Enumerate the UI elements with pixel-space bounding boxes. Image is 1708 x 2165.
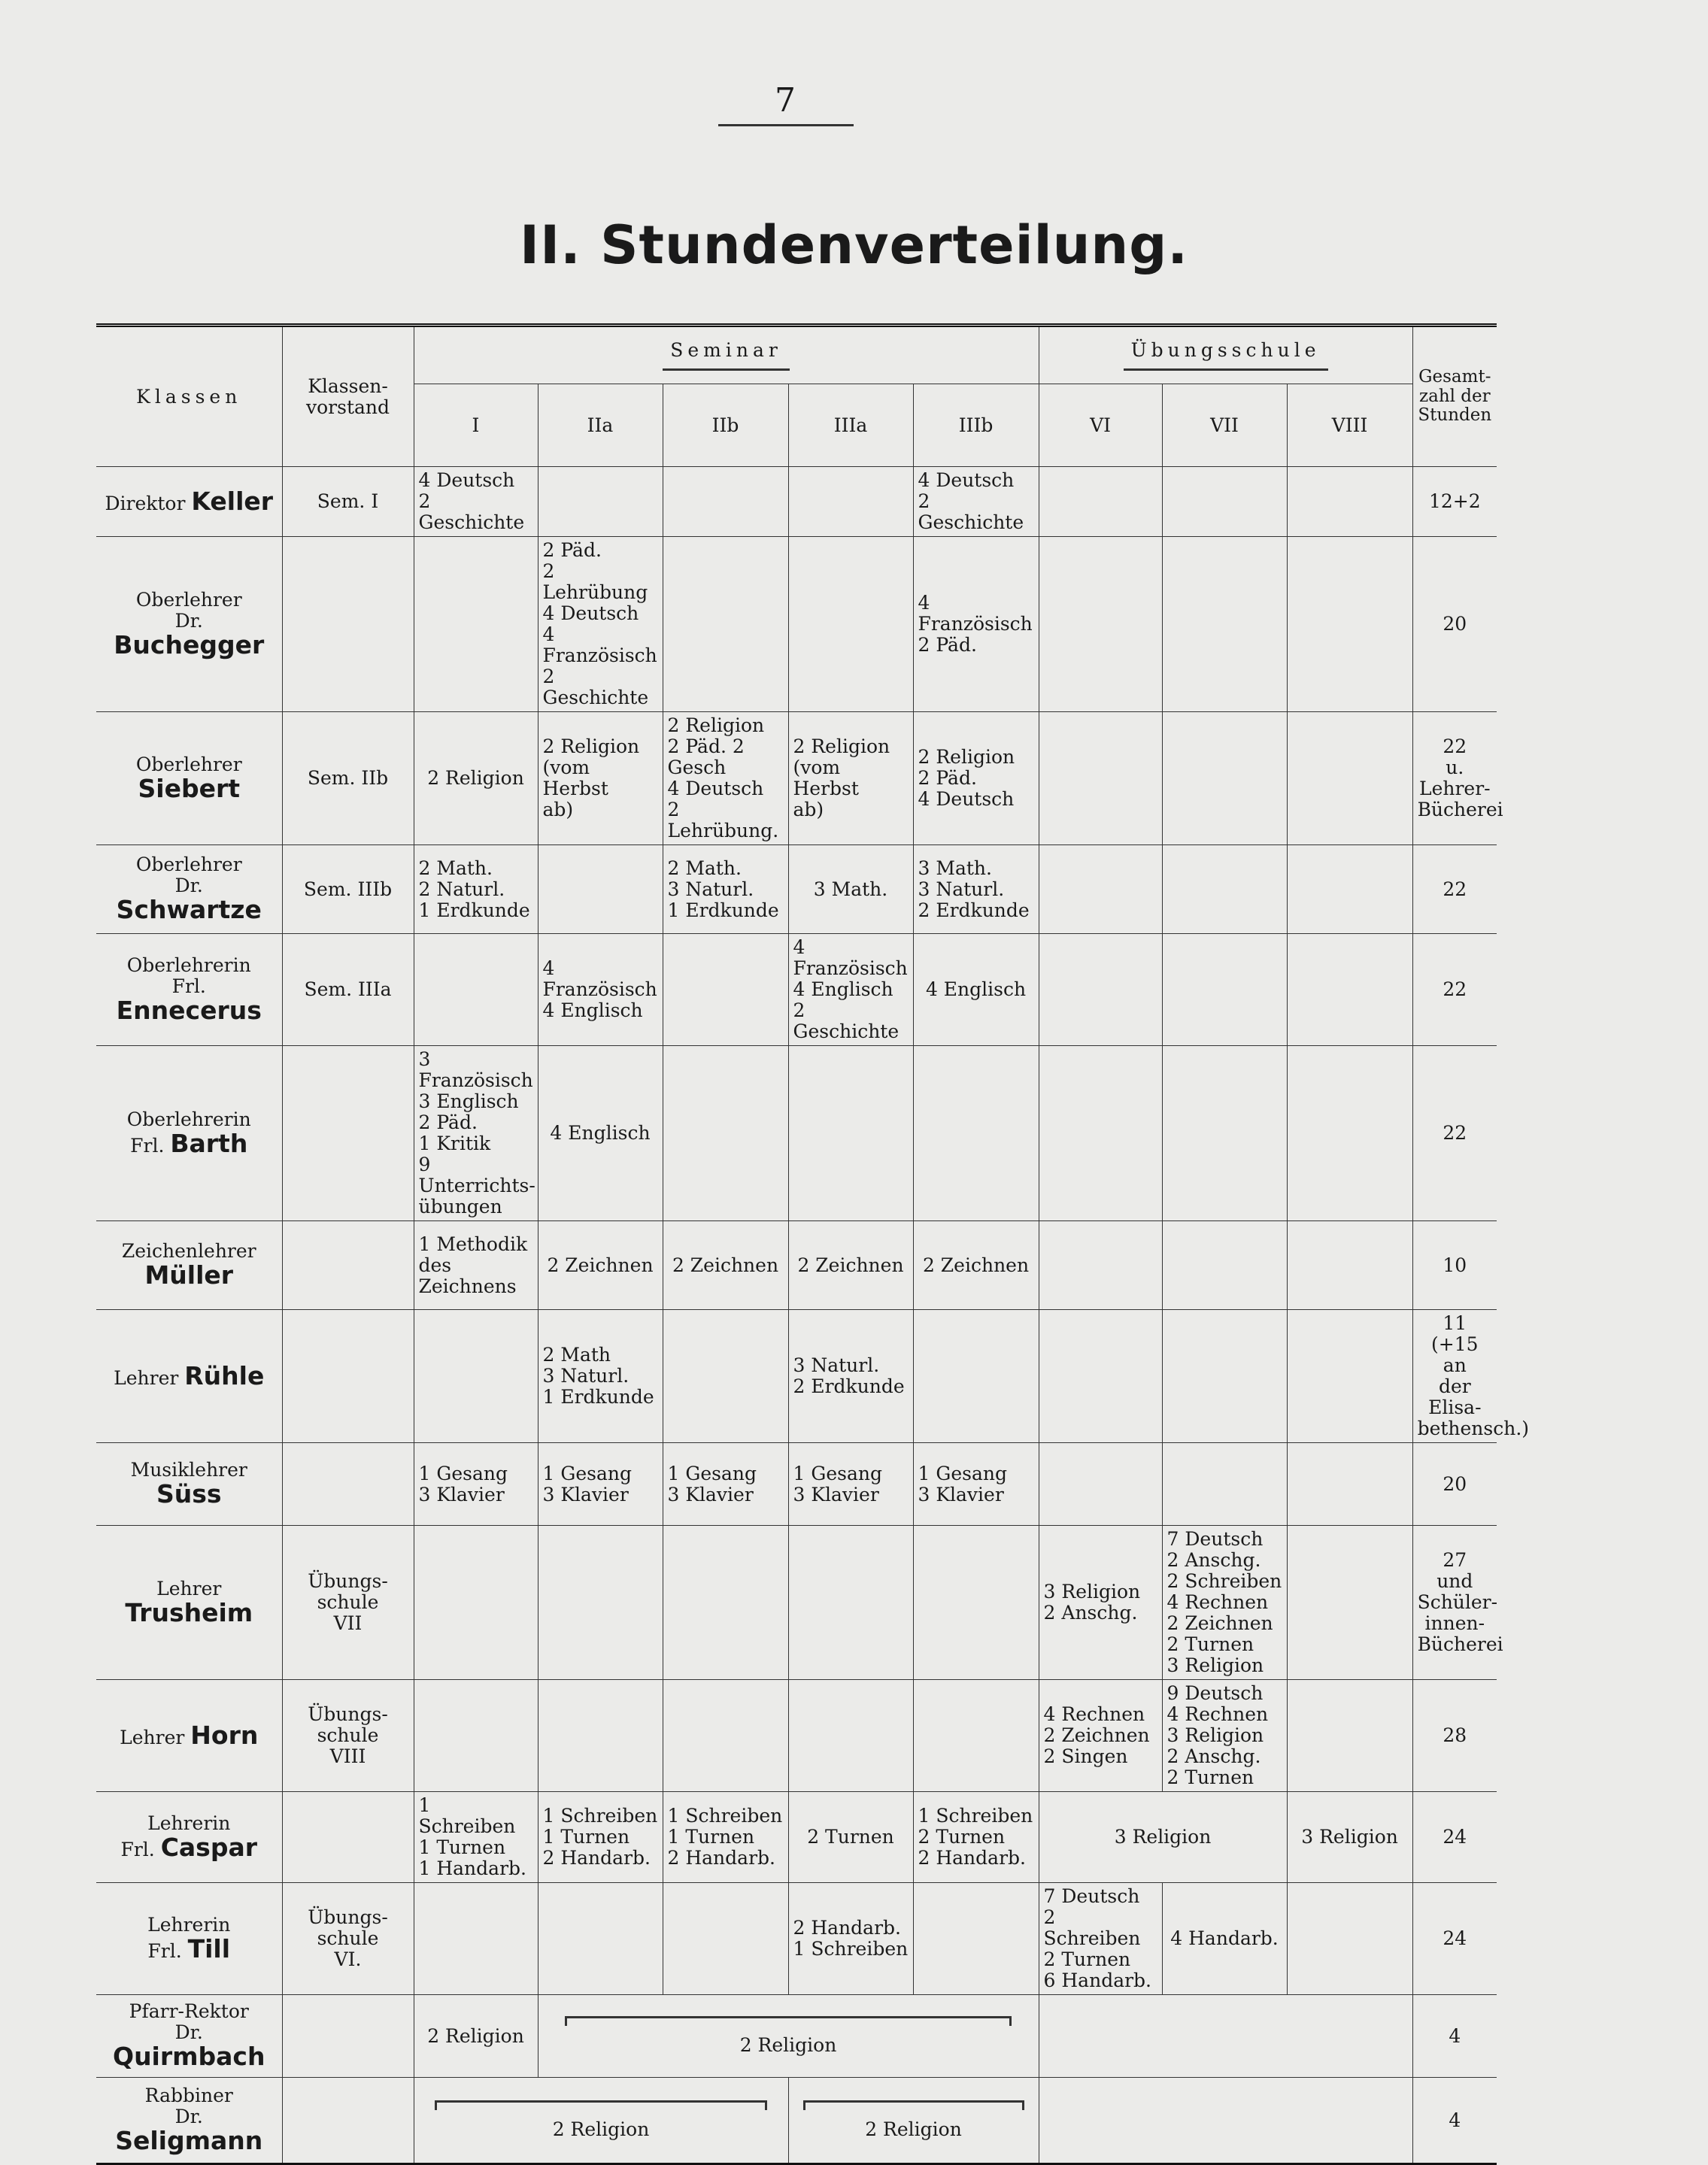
hours-cell-IIb xyxy=(663,1680,788,1792)
header-class-VIII: VIII xyxy=(1287,384,1412,467)
hours-cell-VI xyxy=(1039,1443,1162,1526)
hours-cell-VII xyxy=(1162,537,1287,712)
teacher-title: Rabbiner xyxy=(144,2085,233,2107)
teacher-title: Oberlehrer xyxy=(135,854,242,876)
hours-cell-I xyxy=(414,1883,538,1995)
hours-cell-VIII xyxy=(1287,712,1412,845)
hours-cell-I: 1 Methodik des Zeichnens xyxy=(414,1221,538,1310)
teacher-cell xyxy=(96,467,282,537)
hours-cell-IIIa: 2 Zeichnen xyxy=(788,1221,913,1310)
teacher-name: Rühle xyxy=(184,1360,265,1390)
hours-cell-IIa xyxy=(538,1883,663,1995)
hours-cell-I: 1 Schreiben 1 Turnen 1 Handarb. xyxy=(414,1792,538,1883)
teacher-cell xyxy=(96,1310,282,1443)
hours-cell-VI xyxy=(1039,712,1162,845)
hours-cell-VII: 7 Deutsch 2 Anschg. 2 Schreiben 4 Rechnen 2 Zeichnen 2 Turnen 3 Religion xyxy=(1162,1526,1287,1680)
hours-cell-IIIb xyxy=(913,1680,1039,1792)
hours-cell-IIb: 1 Schreiben 1 Turnen 2 Handarb. xyxy=(663,1792,788,1883)
table-row xyxy=(96,1792,1497,1883)
teacher-name: Süss xyxy=(156,1479,222,1509)
teacher-title: Oberlehrerin xyxy=(126,1108,251,1130)
header-class-IIIb: IIIb xyxy=(913,384,1039,467)
hours-cell-I: 4 Deutsch 2 Geschichte xyxy=(414,467,538,537)
teacher-prefix: Dr. xyxy=(174,2106,203,2128)
hours-cell-VII: 9 Deutsch 4 Rechnen 3 Religion 2 Anschg. 2 Turnen xyxy=(1162,1680,1287,1792)
hours-cell-IIIb xyxy=(913,1526,1039,1680)
teacher-prefix: Frl. xyxy=(171,975,206,997)
teacher-cell xyxy=(96,1526,282,1680)
hours-cell-I xyxy=(414,1526,538,1680)
table-row xyxy=(96,845,1497,934)
teacher-cell xyxy=(96,934,282,1046)
class-teacher-cell: Sem. IIIa xyxy=(282,934,414,1046)
header-class-IIa: IIa xyxy=(538,384,663,467)
table-row xyxy=(96,1526,1497,1680)
hours-cell-I xyxy=(414,537,538,712)
hours-cell-IIIa: 2 Handarb. 1 Schreiben xyxy=(788,1883,913,1995)
total-hours-cell: 4 xyxy=(1412,1995,1497,2078)
hours-cell-VII xyxy=(1162,467,1287,537)
teacher-title: Lehrerin xyxy=(147,1913,231,1936)
hours-cell-uebung xyxy=(1039,1995,1412,2078)
hours-cell-IIa: 2 Math 3 Naturl. 1 Erdkunde xyxy=(538,1310,663,1443)
hours-cell-VI: 4 Rechnen 2 Zeichnen 2 Singen xyxy=(1039,1680,1162,1792)
teacher-cell xyxy=(96,712,282,845)
hours-cell-VII xyxy=(1162,1443,1287,1526)
hours-cell-VI xyxy=(1039,1046,1162,1221)
teacher-name: Siebert xyxy=(138,773,240,803)
hours-cell-VIII xyxy=(1287,1221,1412,1310)
class-teacher-cell: Übungs- schule VIII xyxy=(282,1680,414,1792)
table-row xyxy=(96,537,1497,712)
class-teacher-cell: Übungs- schule VI. xyxy=(282,1883,414,1995)
teacher-name: Horn xyxy=(190,1720,259,1750)
teacher-name: Trusheim xyxy=(125,1597,253,1627)
hours-cell-VII xyxy=(1162,712,1287,845)
teacher-cell xyxy=(96,1792,282,1883)
hours-cell-VI xyxy=(1039,537,1162,712)
class-teacher-cell xyxy=(282,537,414,712)
hours-cell-IIIb xyxy=(913,1046,1039,1221)
hours-cell-I: 3 Französisch 3 Englisch 2 Päd. 1 Kritik 9 Unterrichts- übungen xyxy=(414,1046,538,1221)
hours-cell-IIIb: 4 Französisch 2 Päd. xyxy=(913,537,1039,712)
hours-cell-VI-VII: 3 Religion xyxy=(1039,1792,1287,1883)
page-number-ornament xyxy=(718,124,854,126)
table-row xyxy=(96,1443,1497,1526)
hours-cell-IIIa: 3 Naturl. 2 Erdkunde xyxy=(788,1310,913,1443)
class-teacher-cell xyxy=(282,1221,414,1310)
total-hours-cell: 24 xyxy=(1412,1883,1497,1995)
class-teacher-cell: Sem. I xyxy=(282,467,414,537)
table-row xyxy=(96,1310,1497,1443)
teacher-name: Buchegger xyxy=(114,629,265,660)
hours-cell-VIII xyxy=(1287,1046,1412,1221)
hours-cell-IIIa xyxy=(788,537,913,712)
teacher-prefix: Dr. xyxy=(174,2021,203,2044)
teacher-cell xyxy=(96,1221,282,1310)
hours-cell-IIIb: 1 Schreiben 2 Turnen 2 Handarb. xyxy=(913,1792,1039,1883)
teacher-title: Zeichenlehrer xyxy=(121,1240,256,1263)
teacher-cell xyxy=(96,1995,282,2078)
header-class-IIIa: IIIa xyxy=(788,384,913,467)
teacher-name: Seligmann xyxy=(115,2126,263,2156)
header-vorstand: Klassen-vorstand xyxy=(282,326,414,467)
header-uebungsschule: Übungsschule xyxy=(1039,326,1412,384)
hours-cell-I xyxy=(414,934,538,1046)
hours-cell-I xyxy=(414,1310,538,1443)
hours-cell-VIII xyxy=(1287,1680,1412,1792)
table-row xyxy=(96,1680,1497,1792)
hours-cell-IIa xyxy=(538,467,663,537)
hours-cell-IIIb xyxy=(913,1310,1039,1443)
hours-cell-IIIa xyxy=(788,1046,913,1221)
header-class-VII: VII xyxy=(1162,384,1287,467)
hours-cell-IIIb: 2 Religion 2 Päd. 4 Deutsch xyxy=(913,712,1039,845)
hours-cell-IIa xyxy=(538,1680,663,1792)
hours-cell-VIII: 3 Religion xyxy=(1287,1792,1412,1883)
class-teacher-cell xyxy=(282,1443,414,1526)
total-hours-cell: 10 xyxy=(1412,1221,1497,1310)
total-hours-cell: 28 xyxy=(1412,1680,1497,1792)
class-teacher-cell xyxy=(282,2078,414,2164)
class-teacher-cell: Übungs- schule VII xyxy=(282,1526,414,1680)
hours-cell-VI xyxy=(1039,934,1162,1046)
teacher-name: Ennecerus xyxy=(116,995,262,1025)
hours-cell-IIIa: 1 Gesang 3 Klavier xyxy=(788,1443,913,1526)
hours-cell-IIb: 2 Zeichnen xyxy=(663,1221,788,1310)
teacher-title: Direktor xyxy=(105,492,192,514)
table-row xyxy=(96,712,1497,845)
teacher-cell xyxy=(96,537,282,712)
hours-cell-IIIb: 1 Gesang 3 Klavier xyxy=(913,1443,1039,1526)
total-hours-cell: 11 (+15 an der Elisa- bethensch.) xyxy=(1412,1310,1497,1443)
header-class-IIb: IIb xyxy=(663,384,788,467)
hours-cell-VI: 7 Deutsch 2 Schreiben 2 Turnen 6 Handarb. xyxy=(1039,1883,1162,1995)
hours-cell-IIIa xyxy=(788,1526,913,1680)
teacher-name: Müller xyxy=(144,1260,234,1290)
table-row xyxy=(96,467,1497,537)
total-hours-cell: 27 und Schüler- innen- Bücherei xyxy=(1412,1526,1497,1680)
class-teacher-cell: Sem. IIIb xyxy=(282,845,414,934)
hours-cell-IIa: 2 Religion (vom Herbst ab) xyxy=(538,712,663,845)
timetable xyxy=(96,323,1530,2165)
teacher-title: Pfarr-Rektor xyxy=(129,2000,249,2023)
hours-cell-IIIa: 2 Religion (vom Herbst ab) xyxy=(788,712,913,845)
hours-cell-IIIa: 3 Math. xyxy=(788,845,913,934)
hours-cell-VI xyxy=(1039,845,1162,934)
teacher-title: Musiklehrer xyxy=(130,1459,247,1481)
header-class-I: I xyxy=(414,384,538,467)
hours-cell-uebung xyxy=(1039,2078,1412,2164)
hours-cell-VIII xyxy=(1287,1883,1412,1995)
hours-cell-VI xyxy=(1039,1310,1162,1443)
hours-cell-IIa: 4 Französisch 4 Englisch xyxy=(538,934,663,1046)
hours-cell-IIb xyxy=(663,1046,788,1221)
header-klassen: Klassen xyxy=(96,326,282,467)
teacher-title: Lehrer xyxy=(120,1726,191,1748)
hours-cell-VIII xyxy=(1287,467,1412,537)
teacher-cell xyxy=(96,1680,282,1792)
page-number: 7 xyxy=(775,81,796,120)
hours-cell-IIIa: 2 Turnen xyxy=(788,1792,913,1883)
teacher-title: Lehrerin xyxy=(147,1812,231,1834)
hours-cell-I xyxy=(414,1680,538,1792)
teacher-prefix: Frl. xyxy=(147,1939,188,1962)
total-hours-cell: 12+2 xyxy=(1412,467,1497,537)
hours-cell-VII xyxy=(1162,1046,1287,1221)
total-hours-cell: 4 xyxy=(1412,2078,1497,2164)
teacher-title: Oberlehrer xyxy=(135,753,242,775)
class-teacher-cell xyxy=(282,1792,414,1883)
hours-cell-IIb: 1 Gesang 3 Klavier xyxy=(663,1443,788,1526)
total-hours-cell: 22 u. Lehrer- Bücherei xyxy=(1412,712,1497,845)
hours-cell-IIIb: 3 Math. 3 Naturl. 2 Erdkunde xyxy=(913,845,1039,934)
hours-cell-VIII xyxy=(1287,1526,1412,1680)
teacher-prefix: Frl. xyxy=(130,1134,171,1157)
teacher-name: Till xyxy=(187,1933,231,1963)
table-row xyxy=(96,1046,1497,1221)
teacher-cell xyxy=(96,845,282,934)
table-row xyxy=(96,934,1497,1046)
teacher-name: Keller xyxy=(191,486,274,516)
hours-cell-IIIa xyxy=(788,467,913,537)
header-class-VI: VI xyxy=(1039,384,1162,467)
hours-cell-IIIb: 4 Englisch xyxy=(913,934,1039,1046)
total-hours-cell: 22 xyxy=(1412,934,1497,1046)
hours-cell-VII xyxy=(1162,1310,1287,1443)
teacher-prefix: Dr. xyxy=(174,609,203,632)
header-seminar: Seminar xyxy=(414,326,1039,384)
hours-cell-IIb xyxy=(663,1526,788,1680)
teacher-title: Oberlehrerin xyxy=(126,954,251,976)
class-teacher-cell xyxy=(282,1310,414,1443)
teacher-cell xyxy=(96,1443,282,1526)
hours-cell-IIIb: 4 Deutsch 2 Geschichte xyxy=(913,467,1039,537)
teacher-name: Caspar xyxy=(160,1832,257,1862)
table-row xyxy=(96,1995,1497,2078)
hours-cell-I: 2 Religion xyxy=(414,712,538,845)
hours-cell-IIa: 2 Päd. 2 Lehrübung 4 Deutsch 4 Französisch 2 Geschichte xyxy=(538,537,663,712)
hours-cell-I: 2 Religion xyxy=(414,1995,538,2078)
header-gesamt: Gesamt-zahl der Stunden xyxy=(1412,326,1497,467)
table-row xyxy=(96,1221,1497,1310)
hours-cell-I: 2 Math. 2 Naturl. 1 Erdkunde xyxy=(414,845,538,934)
hours-cell-I-IIb: 2 Religion xyxy=(414,2078,788,2164)
class-teacher-cell xyxy=(282,1046,414,1221)
teacher-prefix: Dr. xyxy=(174,875,203,897)
hours-cell-IIb xyxy=(663,467,788,537)
hours-cell-VI: 3 Religion 2 Anschg. xyxy=(1039,1526,1162,1680)
hours-cell-IIb xyxy=(663,934,788,1046)
hours-cell-IIb xyxy=(663,1883,788,1995)
teacher-name: Barth xyxy=(170,1128,248,1158)
hours-cell-VIII xyxy=(1287,1443,1412,1526)
hours-cell-IIa: 4 Englisch xyxy=(538,1046,663,1221)
teacher-title: Lehrer xyxy=(156,1577,222,1599)
hours-cell-IIIb xyxy=(913,1883,1039,1995)
total-hours-cell: 22 xyxy=(1412,845,1497,934)
teacher-name: Schwartze xyxy=(116,895,262,925)
hours-cell-IIb xyxy=(663,1310,788,1443)
teacher-cell xyxy=(96,2078,282,2164)
hours-cell-VII xyxy=(1162,1221,1287,1310)
hours-cell-IIIa: 4 Französisch 4 Englisch 2 Geschichte xyxy=(788,934,913,1046)
hours-cell-VIII xyxy=(1287,537,1412,712)
hours-cell-VI xyxy=(1039,1221,1162,1310)
class-teacher-cell xyxy=(282,1995,414,2078)
teacher-title: Oberlehrer xyxy=(135,588,242,611)
hours-cell-VIII xyxy=(1287,934,1412,1046)
class-teacher-cell: Sem. IIb xyxy=(282,712,414,845)
hours-cell-IIa-IIIb: 2 Religion xyxy=(538,1995,1039,2078)
teacher-name: Quirmbach xyxy=(113,2042,265,2072)
hours-cell-IIIb: 2 Zeichnen xyxy=(913,1221,1039,1310)
hours-cell-VIII xyxy=(1287,1310,1412,1443)
hours-cell-IIa xyxy=(538,845,663,934)
hours-cell-IIa: 1 Gesang 3 Klavier xyxy=(538,1443,663,1526)
teacher-title: Lehrer xyxy=(114,1366,185,1389)
hours-cell-IIa: 2 Zeichnen xyxy=(538,1221,663,1310)
table-row xyxy=(96,1883,1497,1995)
teacher-cell xyxy=(96,1883,282,1995)
hours-cell-IIb: 2 Religion 2 Päd. 2 Gesch 4 Deutsch 2 Lehrübung. xyxy=(663,712,788,845)
hours-cell-VII xyxy=(1162,845,1287,934)
hours-cell-VII: 4 Handarb. xyxy=(1162,1883,1287,1995)
hours-cell-VII xyxy=(1162,934,1287,1046)
hours-cell-IIIa-IIIb: 2 Religion xyxy=(788,2078,1039,2164)
hours-cell-VI xyxy=(1039,467,1162,537)
page-title: II. Stundenverteilung. xyxy=(520,214,1188,276)
hours-cell-IIb: 2 Math. 3 Naturl. 1 Erdkunde xyxy=(663,845,788,934)
hours-cell-IIa: 1 Schreiben 1 Turnen 2 Handarb. xyxy=(538,1792,663,1883)
total-hours-cell: 20 xyxy=(1412,1443,1497,1526)
hours-cell-VIII xyxy=(1287,845,1412,934)
total-hours-cell: 22 xyxy=(1412,1046,1497,1221)
hours-cell-IIIa xyxy=(788,1680,913,1792)
total-hours-cell: 20 xyxy=(1412,537,1497,712)
table-row xyxy=(96,2078,1497,2164)
hours-cell-I: 1 Gesang 3 Klavier xyxy=(414,1443,538,1526)
teacher-prefix: Frl. xyxy=(120,1838,161,1860)
hours-cell-IIb xyxy=(663,537,788,712)
total-hours-cell: 24 xyxy=(1412,1792,1497,1883)
teacher-cell xyxy=(96,1046,282,1221)
hours-cell-IIa xyxy=(538,1526,663,1680)
